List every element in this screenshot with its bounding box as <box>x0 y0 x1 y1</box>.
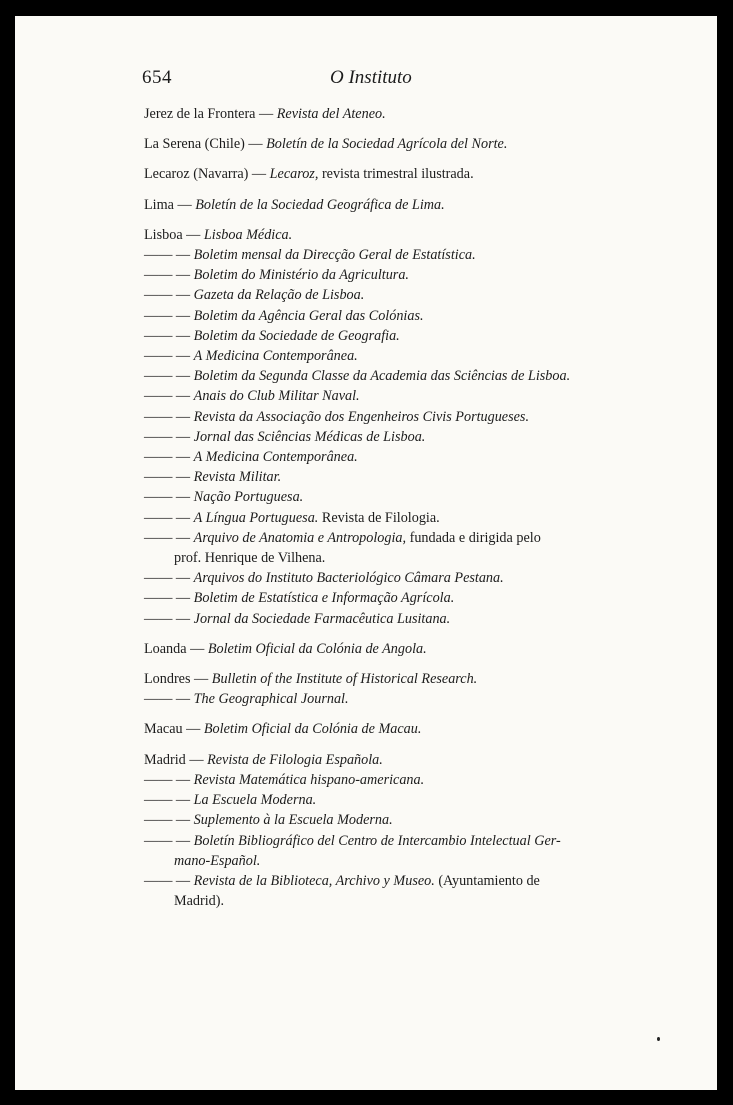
list-item: —— — Nação Portuguesa. <box>144 489 304 506</box>
page-number: 654 <box>142 67 172 88</box>
list-item: —— — Revista da Associação dos Engenheiros Civis Portugueses. <box>144 408 529 425</box>
entry-loanda: Loanda — Boletim Oficial da Colónia de Angola. <box>144 640 427 657</box>
list-item: —— — The Geographical Journal. <box>144 691 349 708</box>
list-item: —— — Boletim da Segunda Classe da Academia das Sciências de Lisboa. <box>144 368 571 385</box>
periodicals-list <box>144 104 624 921</box>
list-item: —— — Jornal das Sciências Médicas de Lisboa. <box>144 428 426 445</box>
entry-madrid <box>144 750 624 912</box>
list-item: Londres — Bulletin of the Institute of Historical Research. <box>144 671 478 688</box>
list-item: —— — A Medicina Contemporânea. <box>144 449 358 466</box>
list-item: —— — Anais do Club Militar Naval. <box>144 388 360 405</box>
entry-lima: Lima — Boletín de la Sociedad Geográfica de Lima. <box>144 196 445 213</box>
list-item: —— — Revista de la Biblioteca, Archivo y Museo. (Ayuntamiento de <box>144 872 540 889</box>
entry-lisboa <box>144 225 624 629</box>
list-item-continuation: mano-Español. <box>174 852 261 869</box>
entry-londres <box>144 669 624 709</box>
list-item: —— — Boletim do Ministério da Agricultura. <box>144 267 409 284</box>
entry-lecaroz: Lecaroz (Navarra) — Lecaroz, revista trimestral ilustrada. <box>144 166 474 183</box>
list-item: —— — Boletim da Sociedade de Geografia. <box>144 327 400 344</box>
list-item: —— — La Escuela Moderna. <box>144 792 317 809</box>
list-item: —— — Revista Militar. <box>144 469 282 486</box>
list-item-continuation: prof. Henrique de Vilhena. <box>174 550 326 567</box>
list-item: —— — A Língua Portuguesa. Revista de Filologia. <box>144 509 440 526</box>
running-title: O Instituto <box>330 67 412 88</box>
list-item: —— — Revista Matemática hispano-americana. <box>144 771 425 788</box>
list-item: —— — Boletim de Estatística e Informação Agrícola. <box>144 590 455 607</box>
list-item: —— — Boletim mensal da Direcção Geral de Estatística. <box>144 247 476 264</box>
ink-speck <box>657 1037 660 1041</box>
list-item: —— — Jornal da Sociedade Farmacêutica Lusitana. <box>144 610 451 627</box>
list-item: —— — Boletín Bibliográfico del Centro de Intercambio Intelectual Ger- <box>144 832 561 849</box>
list-item: —— — Gazeta da Relação de Lisboa. <box>144 287 365 304</box>
entry-la-serena: La Serena (Chile) — Boletín de la Sociedad Agrícola del Norte. <box>144 136 508 153</box>
list-item-continuation: Madrid). <box>174 893 225 910</box>
entry-jerez: Jerez de la Frontera — Revista del Ateneo. <box>144 106 386 122</box>
list-item: Madrid — Revista de Filologia Española. <box>144 751 383 768</box>
list-item: —— — Arquivo de Anatomia e Antropologia, fundada e dirigida pelo <box>144 529 541 546</box>
entry-macau: Macau — Boletim Oficial da Colónia de Macau. <box>144 721 422 738</box>
list-item: —— — A Medicina Contemporânea. <box>144 348 358 365</box>
list-item: Lisboa — Lisboa Médica. <box>144 226 293 243</box>
list-item: —— — Boletim da Agência Geral das Colónias. <box>144 307 424 324</box>
list-item: —— — Arquivos do Instituto Bacteriológico Câmara Pestana. <box>144 570 504 587</box>
list-item: —— — Suplemento à la Escuela Moderna. <box>144 812 393 829</box>
